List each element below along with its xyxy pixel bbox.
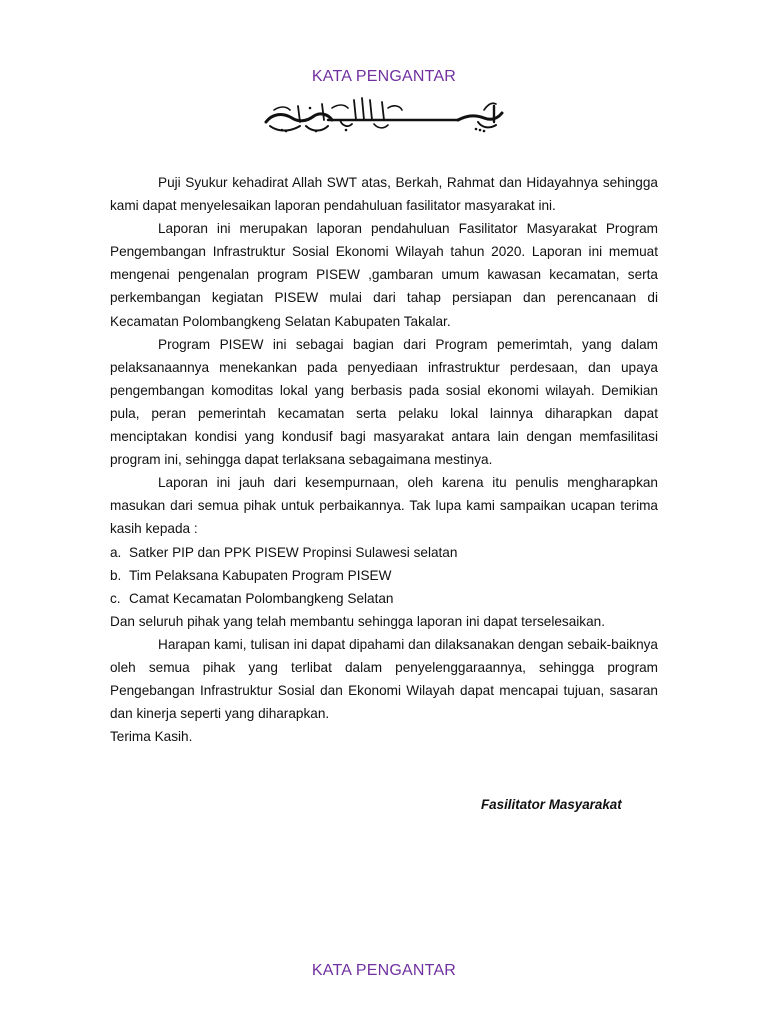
list-item	[110, 541, 658, 564]
paragraph: Puji Syukur kehadirat Allah SWT atas, Berkah, Rahmat dan Hidayahnya sehingga kami dapat menyelesaikan laporan pendahuluan fasilitator masyarakat ini.	[110, 175, 658, 214]
footer-title: KATA PENGANTAR	[311, 962, 457, 979]
list-item-text: Tim Pelaksana Kabupaten Program PISEW	[129, 567, 392, 583]
paragraph: Dan seluruh pihak yang telah membantu sehingga laporan ini dapat terselesaikan.	[110, 613, 605, 629]
list-item-text: Camat Kecamatan Polombangkeng Selatan	[129, 590, 394, 606]
paragraph: Laporan ini jauh dari kesempurnaan, oleh karena itu penulis mengharapkan masukan dari semua pihak untuk perbaikannya. Tak lupa kami sampaikan ucapan terima kasih kepada :	[110, 475, 658, 537]
paragraph: Harapan kami, tulisan ini dapat dipahami dan dilaksanakan dengan sebaik-baiknya oleh semua pihak yang terlibat dalam penyelenggaraannya, sehingga program Pengebangan Infrastruktur Sosial dan Ekonomi Wilayah dapat mencapai tujuan, sasaran dan kinerja seperti yang diharapkan.	[110, 636, 658, 722]
basmala-calligraphy-icon	[262, 96, 504, 136]
list-marker: c.	[110, 590, 121, 606]
list-marker: a.	[110, 544, 122, 560]
list-marker: b.	[110, 567, 122, 583]
page-title: KATA PENGANTAR	[311, 68, 457, 85]
closing-text: Terima Kasih.	[110, 729, 193, 745]
body-text	[110, 171, 658, 748]
list-item	[110, 564, 658, 587]
list-item-text: Satker PIP dan PPK PISEW Propinsi Sulawesi selatan	[129, 544, 458, 560]
paragraph: Program PISEW ini sebagai bagian dari Program pemerimtah, yang dalam pelaksanaannya menekankan pada penyediaan infrastruktur perdesaan, dan upaya pengembangan komoditas lokal yang berbasis pada sosial ekonomi wilayah. Demikian pula, peran pemerintah kecamatan serta pelaku lokal lainnya diharapkan dapat menciptakan kondisi yang kondusif bagi masyarakat antara lain dengan memfasilitasi program ini, sehingga dapat terlaksana sebagaimana mestinya.	[110, 336, 658, 468]
paragraph: Laporan ini merupakan laporan pendahuluan Fasilitator Masyarakat Program Pengembangan Infrastruktur Sosial Ekonomi Wilayah tahun 2020. Laporan ini memuat mengenai pengenalan program PISEW ,gambaran umum kawasan kecamatan, serta perkembangan kegiatan PISEW mulai dari tahap persiapan dan perencanaan di Kecamatan Polombangkeng Selatan Kabupaten Takalar.	[110, 221, 658, 329]
list-item	[110, 587, 658, 610]
signature: Fasilitator Masyarakat	[481, 797, 622, 812]
